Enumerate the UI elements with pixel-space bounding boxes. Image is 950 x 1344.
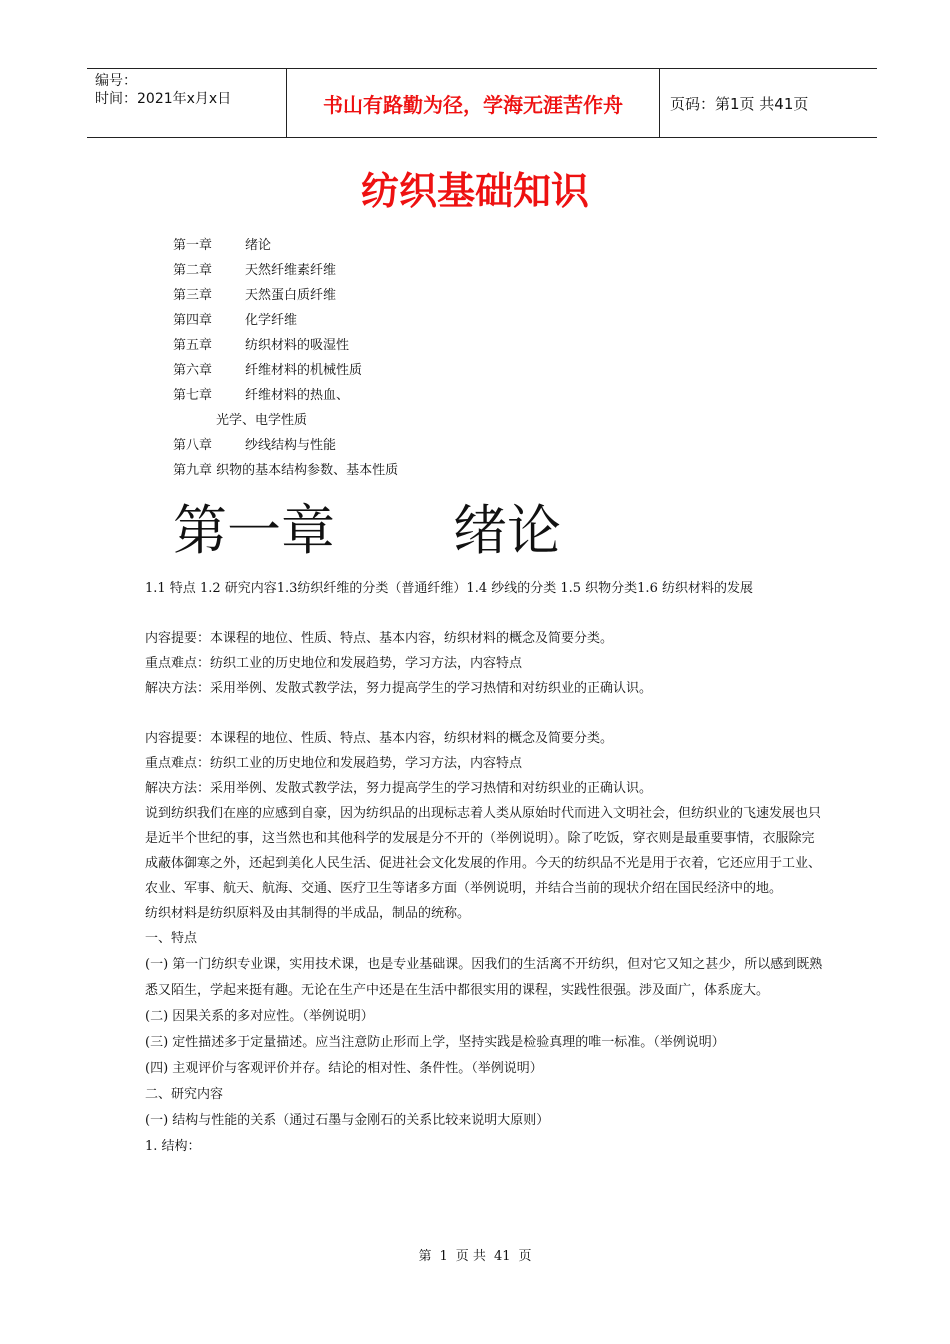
header-motto: 书山有路勤为径，学海无涯苦作舟 [323,92,623,117]
toc-item [173,358,398,383]
header-motto-cell [287,69,660,137]
toc-item-last: 第九章 织物的基本结构参数、基本性质 [173,463,399,478]
toc-item [173,383,398,408]
outline-item: 1. 结构： [145,1139,201,1154]
section-list: 1.1 特点 1.2 研究内容1.3纺织纤维的分类（普通纤维）1.4 纱线的分类 1.5 织物分类1.6 纺织材料的发展 [145,581,753,596]
chapter-number: 第一章 [173,499,335,562]
toc-item [173,308,398,333]
header-page-label: 页码：第1页 共41页 [670,94,809,113]
page-footer [0,1245,950,1264]
toc-chapter-number: 第一章 [173,238,213,253]
toc-chapter-number: 第四章 [173,313,213,328]
definition-paragraph: 纺织材料是纺织原料及由其制得的半成品，制品的统称。 [145,906,471,921]
footer-suffix: 页 [518,1249,532,1264]
toc-chapter-title: 纺织材料的吸湿性 [245,338,350,353]
toc-item [173,233,398,258]
toc-chapter-title: 纱线结构与性能 [245,438,337,453]
toc-item [173,333,398,358]
footer-total-pages: 41 [493,1249,511,1264]
toc-chapter-number: 第三章 [173,288,213,303]
toc-chapter-title: 天然蛋白质纤维 [245,288,337,303]
chapter-title: 绪论 [453,499,561,562]
document-time-label: 时间：2021年x月x日 [95,91,232,107]
header-meta [87,69,287,137]
toc-chapter-title: 化学纤维 [245,313,298,328]
toc-chapter-number: 第二章 [173,263,213,278]
toc-item [173,283,398,308]
toc-item [173,433,398,458]
document-title: 纺织基础知识 [360,169,589,213]
summary-line: 内容提要：本课程的地位、性质、特点、基本内容，纺织材料的概念及简要分类。 [145,731,614,746]
outline-item: (一) 结构与性能的关系（通过石墨与金刚石的关系比较来说明大原则） [145,1113,550,1128]
table-of-contents [173,233,398,483]
toc-item [173,258,398,283]
toc-chapter-title: 纤维材料的热血、 [245,388,350,403]
outline-item: (四) 主观评价与客观评价并存。结论的相对性、条件性。（举例说明） [145,1061,543,1076]
footer-mid: 页 共 [455,1249,486,1264]
outline-item: (一) 第一门纺织专业课，实用技术课，也是专业基础课。因我们的生活离不开纺织，但对它又知之甚少，所以感到既熟悉又陌生，学起来挺有趣。无论在生产中还是在生活中都很实用的课程，实践性很强。涉及面广，体系庞大。 [145,957,823,998]
summary-line: 内容提要：本课程的地位、性质、特点、基本内容，纺织材料的概念及简要分类。 [145,631,614,646]
footer-page-number: 1 [439,1249,448,1264]
outline [145,926,825,1160]
footer-prefix: 第 [418,1249,432,1264]
toc-chapter-title: 纤维材料的机械性质 [245,363,363,378]
toc-chapter-number: 第六章 [173,363,213,378]
summary-line: 解决方法：采用举例、发散式教学法，努力提高学生的学习热情和对纺织业的正确认识。 [145,681,653,696]
toc-item-continuation: 光学、电学性质 [216,413,308,428]
header-page-cell [660,69,877,137]
outline-item: (三) 定性描述多于定量描述。应当注意防止形而上学，坚持实践是检验真理的唯一标准。（举例说明） [145,1035,725,1050]
toc-chapter-title: 天然纤维素纤维 [245,263,337,278]
chapter-heading [173,488,561,565]
page-header [87,68,877,138]
intro-paragraph: 说到纺织我们在座的应感到自豪，因为纺织品的出现标志着人类从原始时代而进入文明社会，但纺织业的飞速发展也只是近半个世纪的事，这当然也和其他科学的发展是分不开的（举例说明）。除了吃饭，穿衣则是最重要事情，衣服除完成蔽体御寒之外，还起到美化人民生活、促进社会文化发展的作用。今天的纺织品不光是用于衣着，它还应用于工业、农业、军事、航天、航海、交通、医疗卫生等诸多方面（举例说明，并结合当前的现状介绍在国民经济中的地。 [145,806,822,896]
chapter-body [145,576,825,1160]
document-number-label: 编号： [95,73,137,89]
summary-line: 解决方法：采用举例、发散式教学法，努力提高学生的学习热情和对纺织业的正确认识。 [145,781,653,796]
outline-item: (二) 因果关系的多对应性。（举例说明） [145,1009,374,1024]
outline-heading: 一、特点 [145,931,198,946]
toc-chapter-number: 第五章 [173,338,213,353]
toc-chapter-number: 第八章 [173,438,213,453]
summary-line: 重点难点：纺织工业的历史地位和发展趋势，学习方法，内容特点 [145,656,523,671]
outline-heading: 二、研究内容 [145,1087,224,1102]
toc-chapter-title: 绪论 [245,238,272,253]
toc-chapter-number: 第七章 [173,388,213,403]
summary-line: 重点难点：纺织工业的历史地位和发展趋势，学习方法，内容特点 [145,756,523,771]
